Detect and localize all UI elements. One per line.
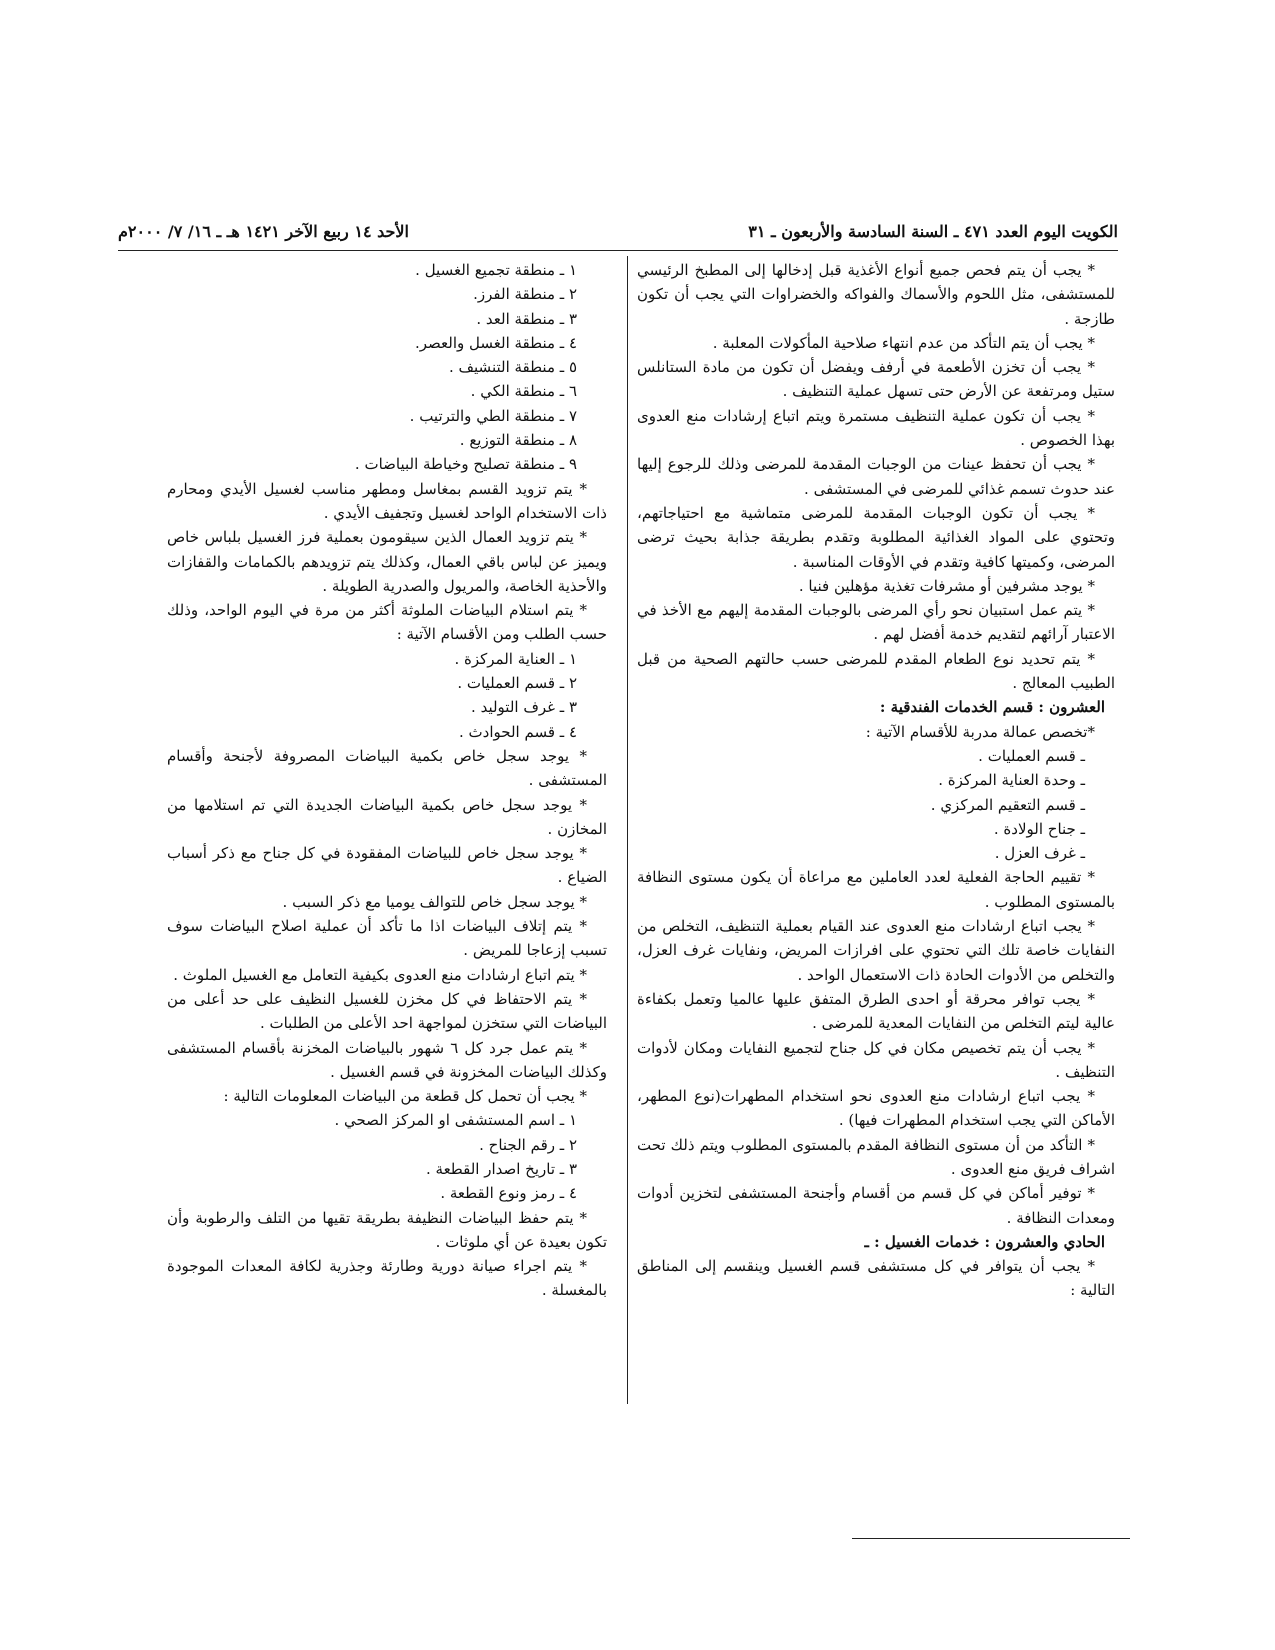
paragraph: * يتم تزويد العمال الذين سيقومون بعملية فرز الغسيل بلباس خاص ويميز عن لباس باقي العمال، وكذلك يتم تزويدهم بالكمامات والقفازات والأحذية الخاصة، والمريول والصدرية الطويلة . [167, 528, 607, 595]
paragraph: * يوجد سجل خاص للتوالف يوميا مع ذكر السبب . [282, 892, 587, 911]
list-item: ٨ ـ منطقة التوزيع . [459, 431, 577, 450]
paragraph: * يجب أن تكون عملية التنظيف مستمرة ويتم اتباع إرشادات منع العدوى بهذا الخصوص . [637, 406, 1115, 450]
paragraph: * يجب أن تكون الوجبات المقدمة للمرضى متماشية مع احتياجاتهم، وتحتوي على المواد الغذائية المطلوبة وتقدم بطريقة جذابة بحيث ترضى المرضى، وكميتها كافية وتقدم في الأوقات المناسبة . [637, 503, 1115, 571]
paragraph: * يوجد مشرفين أو مشرفات تغذية مؤهلين فنيا . [798, 576, 1095, 595]
list-item: ٢ ـ رقم الجناح . [479, 1135, 577, 1154]
paragraph: * يتم إتلاف البياضات اذا ما تأكد أن عملية اصلاح البياضات سوف تسبب إزعاجا للمريض . [167, 917, 607, 960]
paragraph: * يتم اتباع ارشادات منع العدوى بكيفية التعامل مع الغسيل الملوث . [173, 965, 587, 984]
paragraph: * يوجد سجل خاص بكمية البياضات المصروفة لأجنحة وأقسام المستشفى . [167, 746, 607, 790]
paragraph: * يوجد سجل خاص للبياضات المفقودة في كل جناح مع ذكر أسباب الضياع . [167, 844, 607, 887]
paragraph: * يتم استلام البياضات الملوثة أكثر من مرة في اليوم الواحد، وذلك حسب الطلب ومن الأقسام الآتية : [167, 601, 607, 644]
section-heading: العشرون : قسم الخدمات الفندقية : [879, 698, 1105, 717]
list-item: ـ غرف العزل . [994, 844, 1085, 863]
paragraph: * يجب أن تخزن الأطعمة في أرفف ويفضل أن تكون من مادة الستانلس ستيل ومرتفعة عن الأرض حتى تسهل عملية التنظيف . [637, 358, 1115, 401]
header-rule [118, 250, 1118, 251]
paragraph: * يجب اتباع ارشادات منع العدوى نحو استخدام المطهرات(نوع المطهر، الأماكن التي يجب استخدام المطهرات فيها) . [637, 1087, 1115, 1130]
list-item: ٦ ـ منطقة الكي . [470, 382, 577, 401]
paragraph: * يتم تحديد نوع الطعام المقدم للمرضى حسب حالتهم الصحية من قبل الطبيب المعالج . [637, 649, 1115, 693]
list-item: ـ وحدة العناية المركزة . [938, 771, 1085, 790]
list-item: ٣ ـ منطقة العد . [476, 309, 577, 328]
paragraph: * يتم اجراء صيانة دورية وطارئة وجذرية لكافة المعدات الموجودة بالمغسلة . [167, 1257, 607, 1300]
list-item: ١ ـ العناية المركزة . [454, 649, 577, 668]
list-item: ٣ ـ غرف التوليد . [471, 698, 577, 717]
paragraph: * يجب أن يتم التأكد من عدم انتهاء صلاحية المأكولات المعلبة . [712, 333, 1095, 352]
column-divider [627, 256, 628, 1404]
right-column [637, 258, 1115, 1303]
list-item: ٩ ـ منطقة تصليح وخياطة البياضات . [354, 455, 577, 474]
left-column [167, 258, 607, 1303]
paragraph: * يتم تزويد القسم بمغاسل ومطهر مناسب لغسيل الأيدي ومحارم ذات الاستخدام الواحد لغسيل وتجفيف الأيدي . [167, 479, 607, 522]
paragraph: * التأكد من أن مستوى النظافة المقدم بالمستوى المطلوب ويتم ذلك تحت اشراف فريق منع العدوى . [637, 1135, 1115, 1178]
header-date: الأحد ١٤ ربيع الآخر ١٤٢١ هـ ـ ١٦/ ٧/ ٢٠٠٠م [118, 222, 409, 241]
list-item: ٥ ـ منطقة التنشيف . [448, 358, 577, 377]
section-heading: الحادي والعشرون : خدمات الغسيل : ـ [864, 1232, 1105, 1251]
paragraph: * تقييم الحاجة الفعلية لعدد العاملين مع مراعاة أن يكون مستوى النظافة بالمستوى المطلوب . [637, 868, 1115, 911]
list-item: ٣ ـ تاريخ اصدار القطعة . [425, 1159, 577, 1178]
list-item: ١ ـ منطقة تجميع الغسيل . [415, 261, 577, 279]
list-item: ٤ ـ قسم الحوادث . [459, 722, 577, 741]
list-item: ٢ ـ منطقة الفرز. [473, 285, 577, 304]
paragraph: * يجب أن تحمل كل قطعة من البياضات المعلومات التالية : [223, 1087, 587, 1106]
paragraph: *تخصص عمالة مدربة للأقسام الآتية : [865, 722, 1095, 741]
list-item: ٢ ـ قسم العمليات . [457, 674, 577, 693]
paragraph: * يتم حفظ البياضات النظيفة بطريقة تقيها من التلف والرطوبة وأن تكون بعيدة عن أي ملوثات . [167, 1208, 607, 1251]
paragraph: * يتم الاحتفاظ في كل مخزن للغسيل النظيف على حد أعلى من البياضات التي ستخزن لمواجهة احد الأعلى من الطلبات . [167, 989, 607, 1033]
list-item: ٤ ـ رمز ونوع القطعة . [440, 1184, 577, 1203]
paragraph: * توفير أماكن في كل قسم من أقسام وأجنحة المستشفى لتخزين أدوات ومعدات النظافة . [637, 1184, 1115, 1227]
paragraph: * يجب اتباع ارشادات منع العدوى عند القيام بعملية التنظيف، التخلص من النفايات خاصة تلك التي تحتوي على افرازات المريض، ونفايات غرف العزل، والتخلص من الأدوات الحادة ذات الاستعمال الواحد . [637, 917, 1115, 984]
footer-rule [852, 1538, 1130, 1539]
list-item: ـ قسم التعقيم المركزي . [930, 795, 1085, 814]
page-header [118, 222, 1118, 250]
paragraph: * يجب أن يتم فحص جميع أنواع الأغذية قبل إدخالها إلى المطبخ الرئيسي للمستشفى، مثل اللحوم والأسماك والفواكه والخضراوات التي يجب أن تكون طازجة . [637, 261, 1115, 328]
paragraph: * يجب أن تحفظ عينات من الوجبات المقدمة للمرضى وذلك للرجوع إليها عند حدوث تسمم غذائي للمرضى في المستشفى . [637, 455, 1115, 498]
list-item: ـ جناح الولادة . [993, 819, 1085, 838]
paragraph: * يجب أن يتم تخصيص مكان في كل جناح لتجميع النفايات ومكان لأدوات التنظيف . [637, 1038, 1115, 1081]
paragraph: * يتم عمل استبيان نحو رأي المرضى بالوجبات المقدمة إليهم مع الأخذ في الاعتبار آرائهم لتقديم خدمة أفضل لهم . [637, 601, 1115, 644]
paragraph: * يجب توافر محرقة أو احدى الطرق المتفق عليها عالميا وتعمل بكفاءة عالية ليتم التخلص من النفايات المعدية للمرضى . [637, 989, 1115, 1033]
paragraph: * يجب أن يتوافر في كل مستشفى قسم الغسيل وينقسم إلى المناطق التالية : [637, 1257, 1115, 1300]
list-item: ٧ ـ منطقة الطي والترتيب . [409, 406, 577, 425]
paragraph: * يوجد سجل خاص بكمية البياضات الجديدة التي تم استلامها من المخازن . [167, 795, 607, 838]
header-issue-info: الكويت اليوم العدد ٤٧١ ـ السنة السادسة والأربعون ـ ٣١ [748, 222, 1118, 241]
list-item: ١ ـ اسم المستشفى او المركز الصحي . [334, 1111, 577, 1130]
list-item: ـ قسم العمليات . [978, 746, 1085, 765]
list-item: ٤ ـ منطقة الغسل والعصر. [414, 333, 577, 352]
paragraph: * يتم عمل جرد كل ٦ شهور بالبياضات المخزنة بأقسام المستشفى وكذلك البياضات المخزونة في قسم الغسيل . [167, 1038, 607, 1081]
